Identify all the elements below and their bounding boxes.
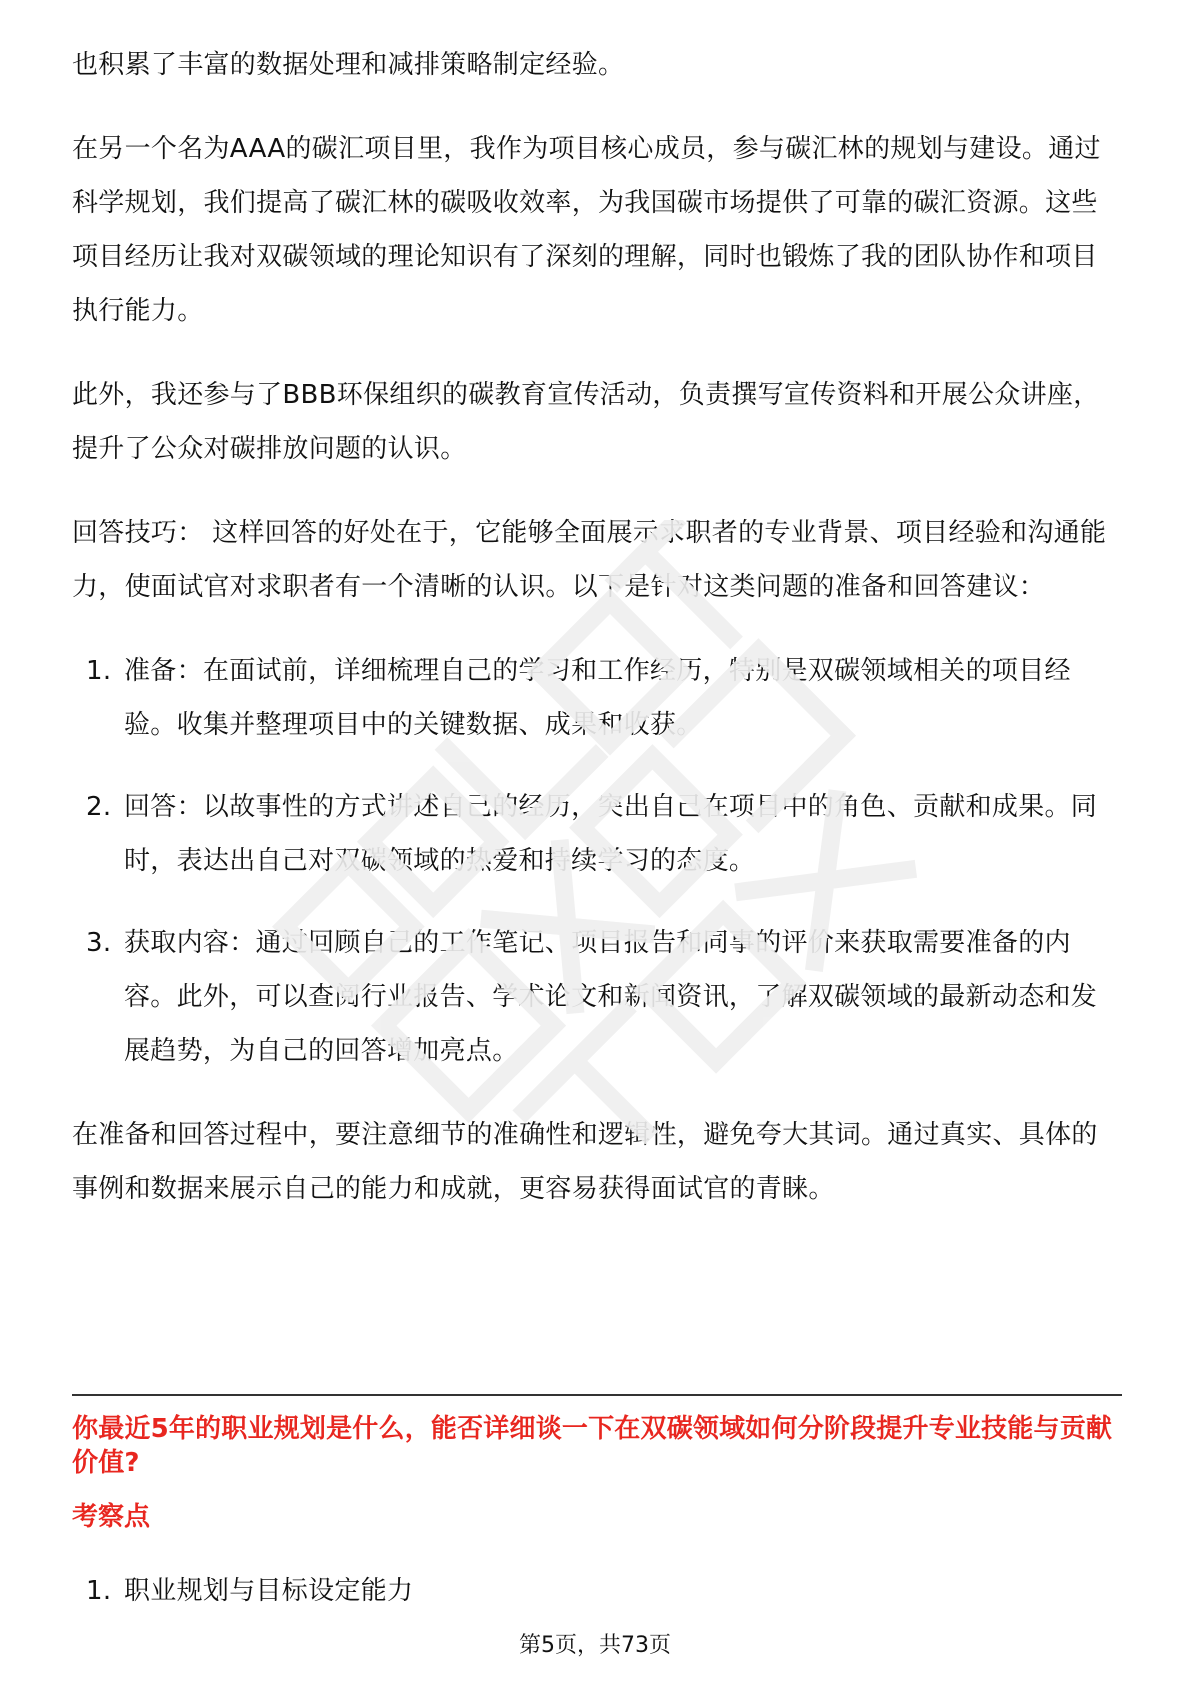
paragraph-intro: 也积累了丰富的数据处理和减排策略制定经验。 [72,50,625,80]
paragraph-bbb-activity: 此外，我还参与了BBB环保组织的碳教育宣传活动，负责撰写宣传资料和开展公众讲座，提升了公众对碳排放问题的认识。 [72,380,1100,464]
section-divider [72,1394,1122,1396]
list-item-number: 3. [86,928,112,958]
paragraph-closing: 在准备和回答过程中，要注意细节的准确性和逻辑性，避免夸大其词。通过真实、具体的事例和数据来展示自己的能力和成就，更容易获得面试官的青睐。 [72,1120,1098,1204]
section-heading: 考察点 [72,1502,151,1532]
list-item-text: 职业规划与目标设定能力 [124,1576,414,1606]
interview-question: 你最近5年的职业规划是什么，能否详细谈一下在双碳领域如何分阶段提升专业技能与贡献价值? [72,1414,1113,1478]
page-body [72,38,1122,1216]
focus-points-list [72,1571,1122,1611]
list-item-number: 1. [86,656,112,686]
list-item [72,916,1122,1078]
page-footer: 第5页，共73页 [519,1633,671,1658]
list-item-number: 2. [86,792,112,822]
list-item [72,1571,1122,1611]
paragraph-aaa-project: 在另一个名为AAA的碳汇项目里，我作为项目核心成员，参与碳汇林的规划与建设。通过科学规划，我们提高了碳汇林的碳吸收效率，为我国碳市场提供了可靠的碳汇资源。这些项目经历让我对双碳领域的理论知识有了深刻的理解，同时也锻炼了我的团队协作和项目执行能力。 [72,134,1101,326]
paragraph-answer-tips: 回答技巧： 这样回答的好处在于，它能够全面展示求职者的专业背景、项目经验和沟通能力，使面试官对求职者有一个清晰的认识。以下是针对这类问题的准备和回答建议： [72,518,1107,602]
list-item-number: 1. [86,1576,112,1606]
list-item-text: 获取内容：通过回顾自己的工作笔记、项目报告和同事的评价来获取需要准备的内容。此外，可以查阅行业报告、学术论文和新闻资讯，了解双碳领域的最新动态和发展趋势，为自己的回答增加亮点。 [124,928,1098,1066]
list-item-text: 回答：以故事性的方式讲述自己的经历，突出自己在项目中的角色、贡献和成果。同时，表达出自己对双碳领域的热爱和持续学习的态度。 [124,792,1098,876]
list-item [72,780,1122,888]
list-item-text: 准备：在面试前，详细梳理自己的学习和工作经历，特别是双碳领域相关的项目经验。收集并整理项目中的关键数据、成果和收获。 [124,656,1071,740]
list-item [72,644,1122,752]
